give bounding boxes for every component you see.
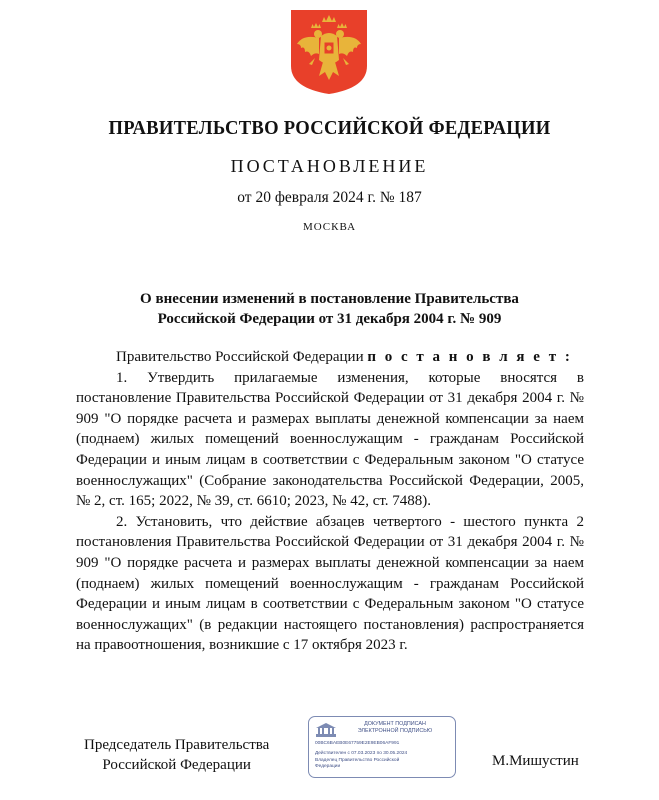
signatory-name: М.Мишустин [492, 753, 579, 769]
stamp-validity: Действителен с 07.03.2023 по 30.05.2024 [315, 751, 408, 756]
intro-paragraph [76, 347, 584, 368]
signatory-title-line-1: Председатель Правительства [84, 737, 270, 753]
signatory-title [84, 735, 269, 775]
document-body [76, 347, 584, 656]
coat-of-arms-emblem [289, 8, 369, 96]
electronic-signature-stamp [308, 716, 456, 778]
document-type: ПОСТАНОВЛЕНИЕ [230, 156, 429, 176]
item-2-paragraph: 2. Установить, что действие абзацев четвертого - шестого пункта 2 постановления Правительства Российской Федерации от 31 декабря 2004 г. № 909 "О порядке расчета и размерах выплаты денежной компенсации за наем (поднаем) жилых помещений военнослужащим - гражданам Российской Федерации и иным лицам в соответствии с Федеральным законом "О статусе военнослужащих" (в редакции настоящего постановления) распространяется на правоотношения, возникшие с 17 октября 2023 г. [76, 513, 584, 654]
emblem-icon [315, 722, 337, 738]
intro-text: Правительство Российской Федерации [116, 349, 364, 365]
item-1-paragraph: 1. Утвердить прилагаемые изменения, которые вносятся в постановление Правительства Российской Федерации от 31 декабря 2004 г. № 909 "О порядке расчета и размерах выплаты денежной компенсации за наем (поднаем) жилых помещений военнослужащим - гражданам Российской Федерации и иным лицам в соответствии с Федеральным законом "О статусе военнослужащих" (Собрание законодательства Российской Федерации, 2005, № 2, ст. 165; 2022, № 39, ст. 6610; 2023, № 42, ст. 7488). [76, 369, 584, 510]
subject-line-1: О внесении изменений в постановление Правительства [140, 291, 519, 307]
stamp-owner-line-1: Владелец Правительство Российской [315, 758, 400, 763]
stamp-certificate: 00BC6BAEB0E67759E2E9EB06AF991 [315, 741, 400, 746]
date-and-number: от 20 февраля 2024 г. № 187 [237, 189, 422, 206]
document-subject [0, 289, 659, 329]
government-title: ПРАВИТЕЛЬСТВО РОССИЙСКОЙ ФЕДЕРАЦИИ [108, 117, 551, 139]
city: МОСКВА [302, 221, 357, 233]
stamp-header-line-2: ЭЛЕКТРОННОЙ ПОДПИСЬЮ [357, 728, 433, 734]
stamp-header-line-1: ДОКУМЕНТ ПОДПИСАН [364, 721, 426, 727]
decree-word: п о с т а н о в л я е т : [367, 349, 573, 365]
subject-line-2: Российской Федерации от 31 декабря 2004 г. № 909 [157, 311, 502, 327]
stamp-owner-line-2: Федерации [315, 764, 341, 769]
stamp-header [339, 721, 451, 735]
signatory-title-line-2: Российской Федерации [102, 757, 251, 773]
